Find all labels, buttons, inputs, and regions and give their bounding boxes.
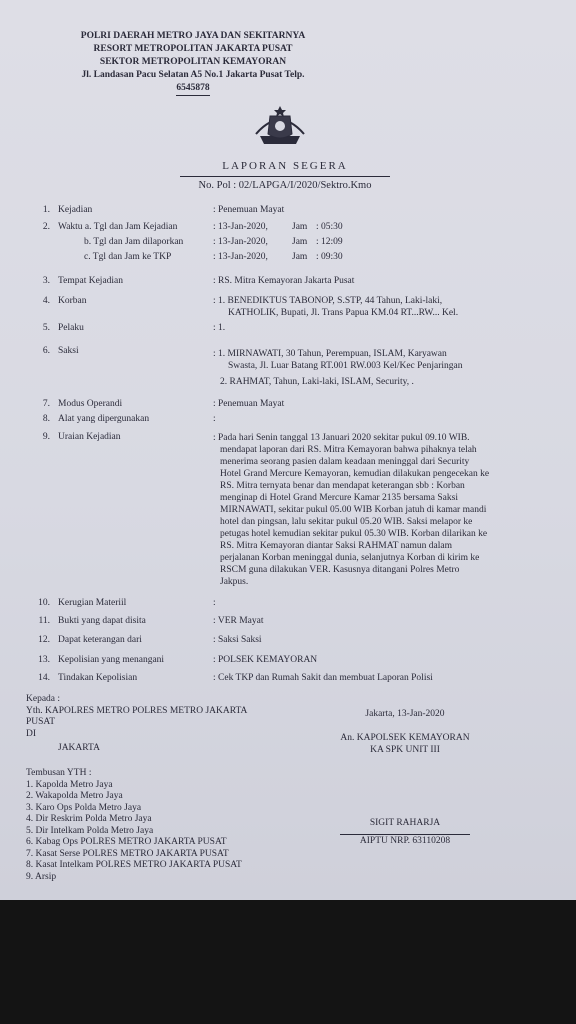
item-label: Modus Operandi [58, 399, 123, 409]
place-date: Jakarta, 13-Jan-2020 [365, 709, 445, 719]
cc-item: 4. Dir Reskrim Polda Metro Jaya [26, 814, 152, 824]
item-label: b. Tgl dan Jam dilaporkan [84, 237, 184, 247]
item-value: : 1. BENEDIKTUS TABONOP, S.STP, 44 Tahun, Laki-laki, [213, 296, 443, 306]
cc-item: 6. Kabag Ops POLRES METRO JAKARTA PUSAT [26, 837, 227, 847]
item-time: : 05:30 [316, 222, 343, 232]
item-date: : 13-Jan-2020, [213, 252, 268, 262]
item-label: Saksi [58, 346, 79, 356]
cc-item: 2. Wakapolda Metro Jaya [26, 791, 123, 801]
cc-item: 3. Karo Ops Polda Metro Jaya [26, 802, 142, 813]
item-value: : Cek TKP dan Rumah Sakit dan membuat Laporan Polisi [213, 673, 433, 683]
item-label: Kepolisian yang menangani [58, 655, 165, 665]
item-time: : 09:30 [316, 252, 343, 262]
item-value: : [213, 414, 216, 424]
document-title: LAPORAN SEGERA [222, 160, 348, 172]
recipient-city: JAKARTA [58, 743, 100, 753]
signer-name: SIGIT RAHARJA [369, 818, 441, 828]
recipient-di: DI [26, 728, 37, 739]
description-line: Jakpus. [220, 577, 249, 587]
description-line: mendapat laporan dari RS. Mitra Kemayoran bahwa pihaknya telah [220, 445, 477, 455]
signer-unit: KA SPK UNIT III [370, 745, 440, 755]
letterhead-line-2: RESORT METROPOLITAN JAKARTA PUSAT [93, 44, 293, 54]
document-number: No. Pol : 02/LAPGA/I/2020/Sektro.Kmo [180, 176, 390, 191]
item-number: 8. [42, 414, 50, 424]
item-value: : RS. Mitra Kemayoran Jakarta Pusat [213, 276, 355, 286]
item-number: 3. [42, 276, 50, 286]
item-value: : POLSEK KEMAYORAN [213, 655, 318, 665]
item-label: Uraian Kejadian [58, 432, 121, 442]
item-number: 14. [38, 673, 50, 683]
description-line: MIRNAWATI, sekitar pukul 05.00 WIB Korban jatuh di kamar mandi [220, 505, 487, 515]
item-label: Alat yang dipergunakan [58, 414, 150, 424]
item-number: 9. [42, 432, 50, 442]
item-date: : 13-Jan-2020, [213, 237, 268, 247]
item-label: c. Tgl dan Jam ke TKP [84, 252, 172, 262]
recipient-block [26, 694, 247, 755]
description-line: : Pada hari Senin tanggal 13 Januari 2020 sekitar pukul 09.10 WIB. [213, 433, 470, 443]
cc-list [26, 780, 242, 884]
item-time: : 12:09 [316, 237, 343, 247]
cc-heading: Tembusan YTH : [26, 768, 92, 778]
item-label: Kejadian [58, 205, 93, 215]
police-emblem-icon [252, 104, 308, 152]
item-value: : Penemuan Mayat [213, 399, 285, 409]
letterhead-line-5: 6545878 [176, 82, 209, 96]
description-line: RS. Mitra ternyata benar dan mendapat keterangan sbb : Korban [220, 481, 465, 491]
letterhead-line-4: Jl. Landasan Pacu Selatan A5 No.1 Jakarta Pusat Telp. [81, 70, 305, 80]
item-value: Swasta, Jl. Luar Batang RT.001 RW.003 Kel/Kec Penjaringan [228, 361, 463, 371]
item-label: Tindakan Kepolisian [58, 673, 138, 683]
item-label: Tempat Kejadian [58, 276, 124, 286]
item-jam: Jam [292, 252, 308, 262]
cc-item: 8. Kasat Intelkam POLRES METRO JAKARTA PUSAT [26, 860, 242, 870]
letterhead-line-1: POLRI DAERAH METRO JAYA DAN SEKITARNYA [80, 31, 306, 41]
cc-item: 7. Kasat Serse POLRES METRO JAKARTA PUSAT [26, 848, 229, 859]
item-number: 13. [38, 655, 50, 665]
cc-block [26, 768, 242, 883]
item-date: : 13-Jan-2020, [213, 222, 268, 232]
recipient-line-2: PUSAT [26, 717, 56, 727]
description-line: hotel dan pingsan, lalu sekitar pukul 05.20 WIB. Saksi melapor ke [220, 517, 473, 527]
item-value: : 1. [213, 323, 226, 333]
letterhead-line-3: SEKTOR METROPOLITAN KEMAYORAN [99, 57, 287, 67]
cc-item: 5. Dir Intelkam Polda Metro Jaya [26, 825, 154, 836]
signer-position: An. KAPOLSEK KEMAYORAN [340, 733, 470, 743]
item-value: KATHOLIK, Bupati, Jl. Trans Papua KM.04 RT...RW... Kel. [228, 308, 459, 318]
description-line: menginap di Hotel Grand Mercure Kamar 2135 bersama Saksi [220, 493, 458, 503]
item-label: Korban [58, 296, 87, 306]
item-number: 4. [42, 296, 50, 306]
item-jam: Jam [292, 222, 308, 232]
description-line: perjalanan Korban meninggal dunia, selanjutnya Korban di kirim ke [220, 553, 480, 563]
item-number: 2. [42, 222, 50, 232]
item-number: 12. [38, 635, 50, 645]
item-label: Pelaku [58, 323, 84, 333]
item-label: Bukti yang dapat disita [58, 616, 146, 626]
description-line: Hotel Grand Mercure Kemayoran, kemudian dilakukan pengecekan ke [220, 469, 490, 479]
incident-description [213, 432, 533, 588]
item-jam: Jam [292, 237, 308, 247]
recipient-heading: Kepada : [26, 694, 61, 704]
item-value: : Saksi Saksi [213, 635, 262, 645]
recipient-line-1: Yth. KAPOLRES METRO POLRES METRO JAKARTA [26, 705, 248, 716]
item-value: : [213, 598, 216, 608]
item-label: Kerugian Materiil [58, 598, 127, 608]
description-line: petugas hotel kemudian sekitar pukul 05.30 WIB. Korban dilarikan ke [220, 529, 488, 539]
item-label: Waktu a. Tgl dan Jam Kejadian [58, 222, 178, 232]
item-value: : VER Mayat [213, 616, 264, 626]
cc-item: 9. Arsip [26, 871, 57, 882]
background-surface [0, 900, 576, 1024]
item-number: 6. [42, 346, 50, 356]
item-number: 10. [38, 598, 50, 608]
item-label: Dapat keterangan dari [58, 635, 142, 645]
item-number: 5. [42, 323, 50, 333]
item-number: 7. [42, 399, 50, 409]
description-line: menerima seorang pasien dalam keadaan meninggal dari Security [220, 457, 470, 467]
item-value: 2. RAHMAT, Tahun, Laki-laki, ISLAM, Security, . [220, 377, 414, 387]
signer-nrp: AIPTU NRP. 63110208 [340, 834, 470, 846]
description-line: RS. Mitra Kemayoran diantar Saksi RAHMAT namun dalam [220, 541, 453, 551]
description-line: RSCM guna dilakukan VER. Kasusnya ditangani Polres Metro [220, 565, 460, 575]
item-number: 1. [42, 205, 50, 215]
item-value: : Penemuan Mayat [213, 205, 285, 215]
letterhead [58, 30, 328, 96]
item-number: 11. [38, 616, 50, 626]
item-value: : 1. MIRNAWATI, 30 Tahun, Perempuan, ISLAM, Karyawan [213, 349, 447, 359]
cc-item: 1. Kapolda Metro Jaya [26, 779, 113, 790]
